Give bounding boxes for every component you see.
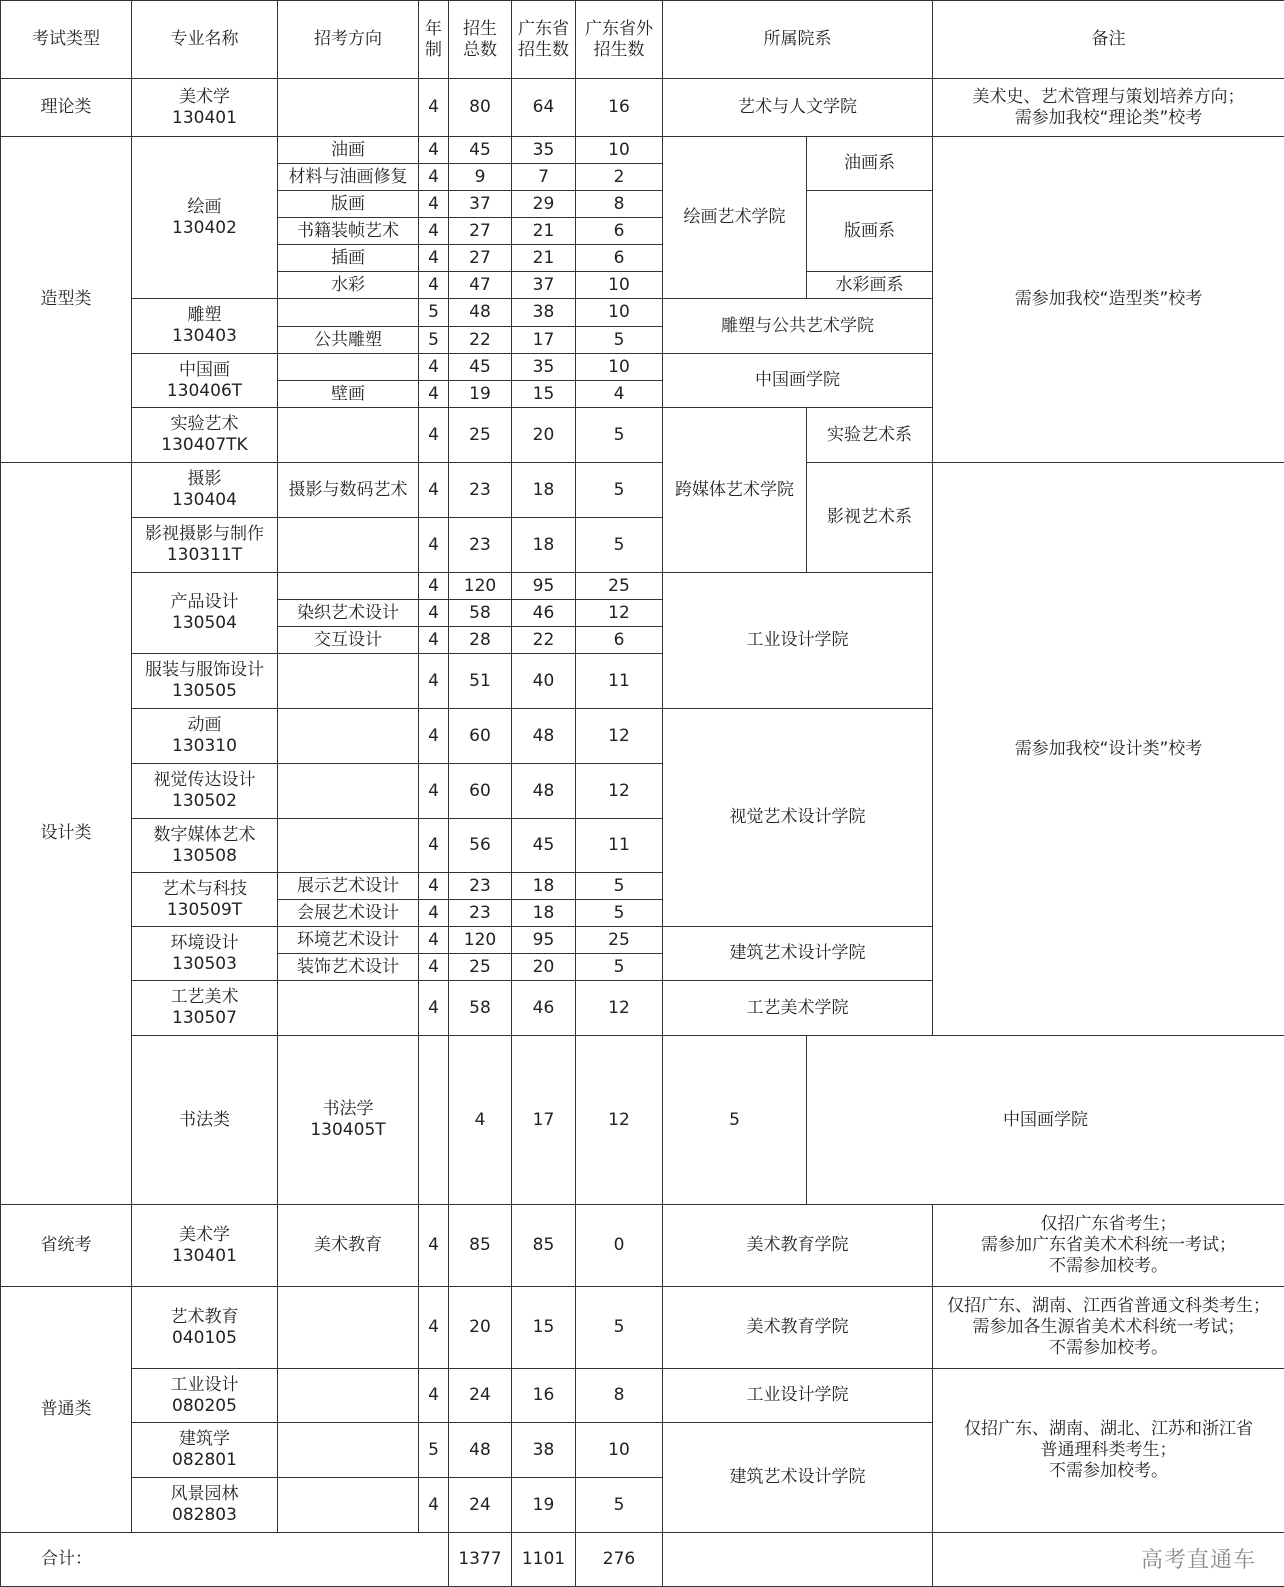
outside-cell: 10 [576, 1423, 663, 1478]
guangdong-cell: 17 [512, 327, 576, 354]
outside-cell: 5 [576, 1478, 663, 1533]
total-cell: 45 [449, 137, 512, 164]
total-cell: 23 [449, 873, 512, 900]
total-cell: 60 [449, 764, 512, 819]
years-cell: 4 [419, 463, 449, 518]
years-cell: 5 [419, 299, 449, 327]
direction-cell [278, 819, 419, 873]
guangdong-cell: 38 [512, 299, 576, 327]
header-major: 专业名称 [132, 1, 278, 79]
guangdong-sum: 1101 [512, 1533, 576, 1587]
guangdong-cell: 46 [512, 981, 576, 1036]
outside-cell: 11 [576, 819, 663, 873]
years-cell: 4 [419, 191, 449, 218]
guangdong-cell: 46 [512, 600, 576, 627]
major-cell: 风景园林 082803 [132, 1478, 278, 1533]
years-cell: 4 [419, 627, 449, 654]
major-cell: 建筑学 082801 [132, 1423, 278, 1478]
remark-cell: 美术史、艺术管理与策划培养方向； 需参加我校“理论类”校考 [933, 79, 1284, 137]
department-cell: 美术教育学院 [663, 1287, 933, 1369]
remark-cell: 需参加我校“设计类”校考 [933, 463, 1284, 1036]
outside-cell: 25 [576, 927, 663, 954]
years-cell: 5 [419, 327, 449, 354]
major-cell: 服装与服饰设计 130505 [132, 654, 278, 709]
years-cell: 4 [419, 354, 449, 381]
guangdong-cell: 7 [512, 164, 576, 191]
direction-cell [278, 299, 419, 327]
header-years: 年 制 [419, 1, 449, 79]
direction-cell: 美术教育 [278, 1205, 419, 1287]
years-cell: 4 [419, 164, 449, 191]
years-cell: 4 [449, 1036, 512, 1205]
outside-cell: 12 [576, 764, 663, 819]
guangdong-cell: 35 [512, 137, 576, 164]
years-cell: 4 [419, 764, 449, 819]
outside-cell: 25 [576, 573, 663, 600]
total-cell: 58 [449, 981, 512, 1036]
header-department: 所属院系 [663, 1, 933, 79]
total-cell: 23 [449, 518, 512, 573]
major-cell: 工业设计 080205 [132, 1369, 278, 1423]
years-cell: 4 [419, 1205, 449, 1287]
direction-cell [278, 354, 419, 381]
outside-cell: 11 [576, 654, 663, 709]
outside-cell: 5 [576, 518, 663, 573]
department-cell: 艺术与人文学院 [663, 79, 933, 137]
total-cell: 25 [449, 954, 512, 981]
years-cell: 4 [419, 600, 449, 627]
total-cell: 9 [449, 164, 512, 191]
direction-cell [278, 654, 419, 709]
total-cell: 24 [449, 1369, 512, 1423]
header-outside: 广东省外 招生数 [576, 1, 663, 79]
remark-cell: 仅招广东、湖南、江西省普通文科类考生； 需参加各生源省美术术科统一考试； 不需参加校考。 [933, 1287, 1284, 1369]
direction-cell: 壁画 [278, 381, 419, 408]
years-cell: 4 [419, 381, 449, 408]
total-cell: 24 [449, 1478, 512, 1533]
direction-cell: 展示艺术设计 [278, 873, 419, 900]
years-cell: 4 [419, 709, 449, 764]
years-cell: 4 [419, 79, 449, 137]
outside-cell: 12 [576, 709, 663, 764]
header-total: 招生 总数 [449, 1, 512, 79]
direction-cell [278, 981, 419, 1036]
total-cell: 120 [449, 927, 512, 954]
outside-cell: 10 [576, 137, 663, 164]
table-row [1, 137, 1284, 164]
total-cell: 37 [449, 191, 512, 218]
table-row [1, 1369, 1284, 1423]
remark-cell: 需参加我校“造型类”校考 [933, 137, 1284, 463]
total-cell: 60 [449, 709, 512, 764]
total-cell: 23 [449, 463, 512, 518]
outside-cell: 5 [576, 900, 663, 927]
guangdong-cell: 37 [512, 272, 576, 299]
outside-cell: 8 [576, 191, 663, 218]
outside-cell: 6 [576, 218, 663, 245]
department-cell: 中国画学院 [807, 1036, 1284, 1205]
total-cell: 28 [449, 627, 512, 654]
table-row [1, 1036, 1284, 1205]
guangdong-cell: 19 [512, 1478, 576, 1533]
exam-type-cell: 省统考 [1, 1205, 132, 1287]
header-exam-type: 考试类型 [1, 1, 132, 79]
major-cell: 中国画 130406T [132, 354, 278, 408]
guangdong-cell: 95 [512, 573, 576, 600]
department-cell: 工业设计学院 [663, 1369, 933, 1423]
years-cell: 4 [419, 654, 449, 709]
direction-cell [278, 1287, 419, 1369]
department-cell: 绘画艺术学院 [663, 137, 807, 299]
years-cell: 4 [419, 819, 449, 873]
years-cell: 4 [419, 408, 449, 463]
department-cell: 雕塑与公共艺术学院 [663, 299, 933, 354]
guangdong-cell: 85 [512, 1205, 576, 1287]
guangdong-cell: 40 [512, 654, 576, 709]
direction-cell [419, 1036, 449, 1205]
total-cell: 22 [449, 327, 512, 354]
major-cell: 影视摄影与制作 130311T [132, 518, 278, 573]
outside-cell: 8 [576, 1369, 663, 1423]
years-cell: 4 [419, 954, 449, 981]
guangdong-cell: 64 [512, 79, 576, 137]
years-cell: 4 [419, 1369, 449, 1423]
outside-cell: 5 [576, 954, 663, 981]
years-cell: 4 [419, 981, 449, 1036]
guangdong-cell: 21 [512, 218, 576, 245]
remark-cell: 仅招广东省考生； 需参加广东省美术术科统一考试； 不需参加校考。 [933, 1205, 1284, 1287]
remark-cell: 仅招广东、湖南、湖北、江苏和浙江省 普通理科类考生； 不需参加校考。 [933, 1369, 1284, 1533]
outside-cell: 6 [576, 627, 663, 654]
department-cell: 建筑艺术设计学院 [663, 1423, 933, 1533]
exam-type-cell: 造型类 [1, 137, 132, 463]
direction-cell: 材料与油画修复 [278, 164, 419, 191]
guangdong-cell: 18 [512, 518, 576, 573]
years-cell: 4 [419, 1287, 449, 1369]
outside-cell: 5 [576, 463, 663, 518]
guangdong-cell: 20 [512, 408, 576, 463]
years-cell: 4 [419, 1478, 449, 1533]
total-sum: 1377 [449, 1533, 512, 1587]
outside-cell: 5 [663, 1036, 807, 1205]
total-cell: 17 [512, 1036, 576, 1205]
total-cell: 45 [449, 354, 512, 381]
table-row [1, 463, 1284, 518]
outside-cell: 10 [576, 299, 663, 327]
direction-cell: 油画 [278, 137, 419, 164]
guangdong-cell: 35 [512, 354, 576, 381]
total-cell: 20 [449, 1287, 512, 1369]
table-row [1, 1205, 1284, 1287]
outside-cell: 10 [576, 354, 663, 381]
direction-cell [278, 573, 419, 600]
outside-cell: 10 [576, 272, 663, 299]
total-cell: 19 [449, 381, 512, 408]
guangdong-cell: 18 [512, 463, 576, 518]
direction-cell: 交互设计 [278, 627, 419, 654]
guangdong-cell: 45 [512, 819, 576, 873]
outside-cell: 5 [576, 327, 663, 354]
guangdong-cell: 16 [512, 1369, 576, 1423]
total-cell: 27 [449, 245, 512, 272]
direction-cell [278, 1423, 419, 1478]
guangdong-cell: 48 [512, 709, 576, 764]
header-guangdong: 广东省 招生数 [512, 1, 576, 79]
direction-cell: 装饰艺术设计 [278, 954, 419, 981]
outside-cell: 16 [576, 79, 663, 137]
department-cell: 水彩画系 [807, 272, 933, 299]
major-cell: 动画 130310 [132, 709, 278, 764]
guangdong-cell: 15 [512, 1287, 576, 1369]
exam-type-cell: 书法类 [132, 1036, 278, 1205]
direction-cell: 公共雕塑 [278, 327, 419, 354]
department-cell: 工艺美术学院 [663, 981, 933, 1036]
header-direction: 招考方向 [278, 1, 419, 79]
direction-cell [278, 518, 419, 573]
remark-empty [933, 1533, 1284, 1587]
guangdong-cell: 18 [512, 873, 576, 900]
guangdong-cell: 48 [512, 764, 576, 819]
total-cell: 80 [449, 79, 512, 137]
direction-cell: 染织艺术设计 [278, 600, 419, 627]
department-cell: 建筑艺术设计学院 [663, 927, 933, 981]
direction-cell [278, 1369, 419, 1423]
department-cell: 美术教育学院 [663, 1205, 933, 1287]
direction-cell [278, 79, 419, 137]
major-cell: 美术学 130401 [132, 1205, 278, 1287]
total-cell: 23 [449, 900, 512, 927]
outside-cell: 5 [576, 408, 663, 463]
outside-cell: 5 [576, 1287, 663, 1369]
total-cell: 25 [449, 408, 512, 463]
direction-cell: 书籍装帧艺术 [278, 218, 419, 245]
header-row [1, 1, 1284, 79]
years-cell: 4 [419, 245, 449, 272]
outside-cell: 4 [576, 381, 663, 408]
direction-cell: 水彩 [278, 272, 419, 299]
outside-cell: 6 [576, 245, 663, 272]
outside-cell: 0 [576, 1205, 663, 1287]
major-cell: 书法学 130405T [278, 1036, 419, 1205]
direction-cell: 会展艺术设计 [278, 900, 419, 927]
watermark: 高考直通车 [1141, 1548, 1256, 1573]
years-cell: 4 [419, 518, 449, 573]
total-cell: 48 [449, 1423, 512, 1478]
years-cell: 4 [419, 573, 449, 600]
total-cell: 85 [449, 1205, 512, 1287]
guangdong-cell: 29 [512, 191, 576, 218]
department-cell: 版画系 [807, 191, 933, 272]
guangdong-cell: 21 [512, 245, 576, 272]
guangdong-cell: 22 [512, 627, 576, 654]
total-cell: 58 [449, 600, 512, 627]
guangdong-cell: 38 [512, 1423, 576, 1478]
years-cell: 4 [419, 927, 449, 954]
direction-cell: 版画 [278, 191, 419, 218]
department-cell: 中国画学院 [663, 354, 933, 408]
direction-cell [278, 764, 419, 819]
total-cell: 120 [449, 573, 512, 600]
guangdong-cell: 95 [512, 927, 576, 954]
exam-type-cell: 普通类 [1, 1287, 132, 1533]
outside-cell: 12 [576, 600, 663, 627]
table-row [1, 1287, 1284, 1369]
department-cell: 油画系 [807, 137, 933, 191]
guangdong-cell: 15 [512, 381, 576, 408]
years-cell: 4 [419, 137, 449, 164]
guangdong-cell: 18 [512, 900, 576, 927]
department-cell: 影视艺术系 [807, 463, 933, 573]
total-cell: 47 [449, 272, 512, 299]
outside-cell: 12 [576, 981, 663, 1036]
outside-cell: 5 [576, 873, 663, 900]
total-cell: 27 [449, 218, 512, 245]
direction-cell [278, 408, 419, 463]
major-cell: 绘画 130402 [132, 137, 278, 299]
outside-cell: 2 [576, 164, 663, 191]
years-cell: 4 [419, 900, 449, 927]
exam-type-cell: 理论类 [1, 79, 132, 137]
years-cell: 4 [419, 873, 449, 900]
major-cell: 摄影 130404 [132, 463, 278, 518]
years-cell: 4 [419, 272, 449, 299]
exam-type-cell: 设计类 [1, 463, 132, 1205]
guangdong-cell: 20 [512, 954, 576, 981]
direction-cell: 插画 [278, 245, 419, 272]
guangdong-cell: 12 [576, 1036, 663, 1205]
major-cell: 视觉传达设计 130502 [132, 764, 278, 819]
outside-sum: 276 [576, 1533, 663, 1587]
department-empty [663, 1533, 933, 1587]
major-cell: 艺术教育 040105 [132, 1287, 278, 1369]
direction-cell [278, 709, 419, 764]
major-cell: 实验艺术 130407TK [132, 408, 278, 463]
department-cell: 工业设计学院 [663, 573, 933, 709]
total-cell: 56 [449, 819, 512, 873]
total-label: 合计： [1, 1533, 449, 1587]
total-row [1, 1533, 1284, 1587]
total-cell: 51 [449, 654, 512, 709]
direction-cell: 摄影与数码艺术 [278, 463, 419, 518]
department-cell: 实验艺术系 [807, 408, 933, 463]
department-cell: 视觉艺术设计学院 [663, 709, 933, 927]
years-cell: 4 [419, 218, 449, 245]
major-cell: 美术学 130401 [132, 79, 278, 137]
total-cell: 48 [449, 299, 512, 327]
department-cell: 跨媒体艺术学院 [663, 408, 807, 573]
major-cell: 雕塑 130403 [132, 299, 278, 354]
major-cell: 艺术与科技 130509T [132, 873, 278, 927]
years-cell: 5 [419, 1423, 449, 1478]
major-cell: 环境设计 130503 [132, 927, 278, 981]
direction-cell: 环境艺术设计 [278, 927, 419, 954]
major-cell: 工艺美术 130507 [132, 981, 278, 1036]
table-row [1, 79, 1284, 137]
direction-cell [278, 1478, 419, 1533]
major-cell: 产品设计 130504 [132, 573, 278, 654]
header-remark: 备注 [933, 1, 1284, 79]
major-cell: 数字媒体艺术 130508 [132, 819, 278, 873]
